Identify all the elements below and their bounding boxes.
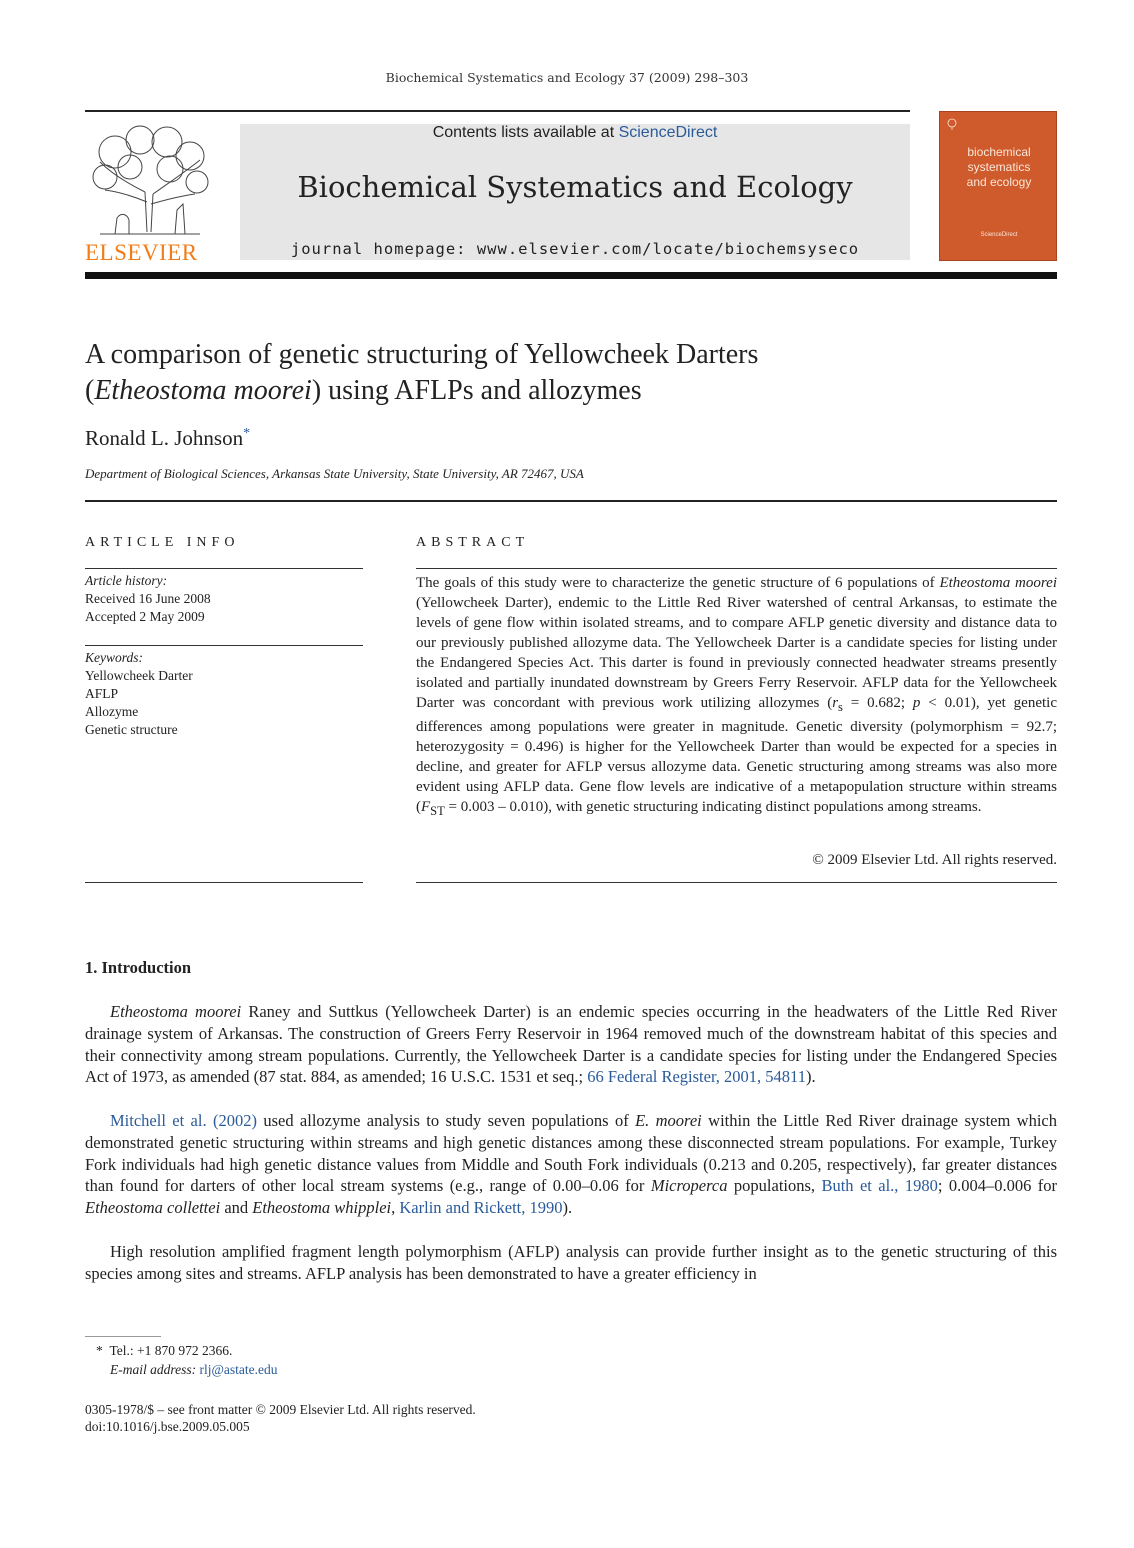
- journal-cover-thumbnail: [939, 111, 1057, 261]
- footnote-telephone: [96, 1341, 232, 1360]
- cover-title-line-2: systematics: [967, 160, 1031, 174]
- doi-line[interactable]: doi:10.1016/j.bse.2009.05.005: [85, 1419, 250, 1434]
- info-top-rule: [85, 500, 1057, 502]
- intro-paragraph-1: [85, 1001, 1057, 1088]
- abstract-segment: = 0.003 – 0.010), with genetic structuring indicating distinct populations among streams.: [444, 799, 982, 815]
- title-line-1: A comparison of genetic structuring of Yellowcheek Darters: [85, 339, 759, 370]
- title-rest: ) using AFLPs and allozymes: [311, 375, 642, 406]
- abstract-rule: [416, 882, 1057, 883]
- contents-prefix: Contents lists available at: [432, 124, 619, 141]
- paragraph-text: within the Little Red River drainage system which demonstrated genetic structuring within streams and high genetic distances among these disconnected stream populations. For example, Turkey Fork individuals had high genetic distance values from Middle and South Fork individuals (0.213 and 0.205, respectively), far greater distances than found for darters of other local stream systems (e.g., range of 0.00–0.06 for: [85, 1111, 1057, 1196]
- species-name: Etheostoma collettei: [85, 1198, 221, 1218]
- species-name: Etheostoma whipplei: [252, 1198, 392, 1218]
- paragraph-text: ,: [391, 1198, 400, 1218]
- abstract-copyright: © 2009 Elsevier Ltd. All rights reserved.: [812, 852, 1057, 868]
- abstract-species: Etheostoma moorei: [939, 575, 1057, 591]
- p-symbol: p: [912, 695, 921, 711]
- abstract-rule: [416, 568, 1057, 569]
- front-matter-line: 0305-1978/$ – see front matter © 2009 Elsevier Ltd. All rights reserved.: [85, 1402, 476, 1417]
- introduction-heading: 1. Introduction: [85, 958, 192, 977]
- title-paren: (: [85, 375, 95, 406]
- contents-line: [240, 124, 910, 142]
- paragraph-text: ).: [805, 1067, 816, 1087]
- info-rule: [85, 645, 363, 646]
- keywords-label: Keywords:: [85, 650, 143, 665]
- article-title: [85, 337, 1057, 409]
- keyword-item: Yellowcheek Darter: [85, 668, 193, 683]
- affiliation: Department of Biological Sciences, Arkansas State University, State University, AR 72467, USA: [85, 466, 584, 481]
- abstract-segment: < 0.01), yet genetic differences among populations were greater in magnitude. Genetic diversity (polymorphism = 92.7; heterozygosity = 0.496) is higher for the Yellowcheek Darter than would be expected for a species in decline, and greater for AFLP versus allozyme data. Genetic structuring among streams was also more evident using AFLP data. Gene flow levels are indicative of a metapopulation structure within streams (: [416, 695, 1057, 815]
- journal-reference: Biochemical Systematics and Ecology 37 (2009) 298–303: [385, 70, 749, 85]
- rs-symbol: r: [832, 695, 839, 711]
- citation-link[interactable]: 66 Federal Register, 2001, 54811: [587, 1067, 806, 1087]
- author-footnote-link[interactable]: *: [243, 426, 251, 441]
- paragraph-text: ; 0.004–0.006 for: [937, 1176, 1058, 1196]
- citation-link[interactable]: Mitchell et al. (2002): [110, 1111, 257, 1130]
- telephone-text: Tel.: +1 870 972 2366.: [109, 1343, 233, 1358]
- species-name: Microperca: [650, 1176, 728, 1196]
- paragraph-text: and: [220, 1198, 253, 1218]
- species-name: Etheostoma moorei: [110, 1002, 242, 1021]
- footnote-rule: [85, 1336, 161, 1337]
- info-rule: [85, 882, 363, 883]
- citation-link[interactable]: Karlin and Rickett, 1990: [399, 1198, 563, 1218]
- citation-link[interactable]: Buth et al., 1980: [821, 1176, 938, 1196]
- email-link[interactable]: rlj@astate.edu: [199, 1362, 278, 1377]
- received-date: Received 16 June 2008: [85, 591, 211, 606]
- cover-title-line-1: biochemical: [967, 145, 1031, 159]
- fst-subscript: ST: [430, 804, 445, 818]
- journal-name: Biochemical Systematics and Ecology: [297, 170, 853, 204]
- abstract-segment: (Yellowcheek Darter), endemic to the Little Red River watershed of central Arkansas, to estimate the levels of gene flow within isolated streams, and to compare AFLP genetic diversity and distance data to our previously published allozyme data. The Yellowcheek Darter is a candidate species for listing under the Endangered Species Act. This darter is found in previously connected headwater streams presently isolated and partially inundated downstream by Greers Ferry Reservoir. AFLP data for the Yellowcheek Darter was concordant with previous work utilizing allozymes (: [416, 595, 1057, 711]
- cover-tree-icon: [946, 118, 958, 130]
- intro-paragraph-3: High resolution amplified fragment length polymorphism (AFLP) analysis can provide further insight as to the genetic structuring of this species among sites and streams. AFLP analysis has been demonstrated to have a greater efficiency in: [85, 1242, 1057, 1283]
- keyword-item: Genetic structure: [85, 722, 178, 737]
- species-name: E. moorei: [635, 1111, 702, 1130]
- sciencedirect-link[interactable]: ScienceDirect: [618, 124, 718, 141]
- cover-title: [940, 145, 1058, 190]
- article-history: [85, 572, 363, 626]
- paragraph-text: Raney and Suttkus (Yellowcheek Darter) is an endemic species occurring in the headwaters of the Little Red River drainage system of Arkansas. The construction of Greers Ferry Reservoir in 1964 removed much of the downstream habitat of this species and their connectivity among stream populations. Currently, the Yellowcheek Darter is a candidate species for listing under the Endangered Species Act of 1973, as amended (87 stat. 884, as amended; 16 U.S.C. 1531 et seq.;: [85, 1002, 1057, 1087]
- abstract-text: [416, 573, 1057, 821]
- author-name: [85, 426, 250, 451]
- footnote-mark: *: [96, 1343, 103, 1358]
- abstract-heading: ABSTRACT: [416, 535, 530, 550]
- fst-symbol: F: [421, 799, 431, 815]
- paragraph-text: populations,: [727, 1176, 822, 1196]
- abstract-segment: The goals of this study were to characterize the genetic structure of 6 populations of: [416, 575, 940, 591]
- cover-title-line-3: and ecology: [966, 175, 1032, 189]
- intro-paragraph-2: [85, 1110, 1057, 1219]
- paragraph-text: ).: [562, 1198, 573, 1218]
- keywords-block: [85, 649, 363, 739]
- elsevier-wordmark: ELSEVIER: [85, 240, 198, 265]
- author-text: Ronald L. Johnson: [85, 426, 244, 450]
- email-label: E-mail address:: [110, 1362, 197, 1377]
- info-rule: [85, 568, 363, 569]
- cover-sciencedirect-logo: ScienceDirect: [980, 232, 1018, 238]
- journal-homepage-link[interactable]: journal homepage: www.elsevier.com/locate/biochemsyseco: [290, 240, 860, 258]
- title-species: Etheostoma moorei: [94, 375, 312, 406]
- accepted-date: Accepted 2 May 2009: [85, 609, 205, 624]
- article-info-heading: ARTICLE INFO: [85, 535, 240, 550]
- paragraph-text: used allozyme analysis to study seven populations of: [256, 1111, 636, 1130]
- header-top-rule: [85, 110, 910, 112]
- abstract-segment: = 0.682;: [842, 695, 913, 711]
- rs-subscript: s: [838, 700, 843, 714]
- history-label: Article history:: [85, 573, 168, 588]
- keyword-item: AFLP: [85, 686, 119, 701]
- keyword-item: Allozyme: [85, 704, 139, 719]
- footnote-email: [110, 1360, 278, 1379]
- header-bottom-rule: [85, 272, 1057, 279]
- title-line-2: [85, 373, 1057, 409]
